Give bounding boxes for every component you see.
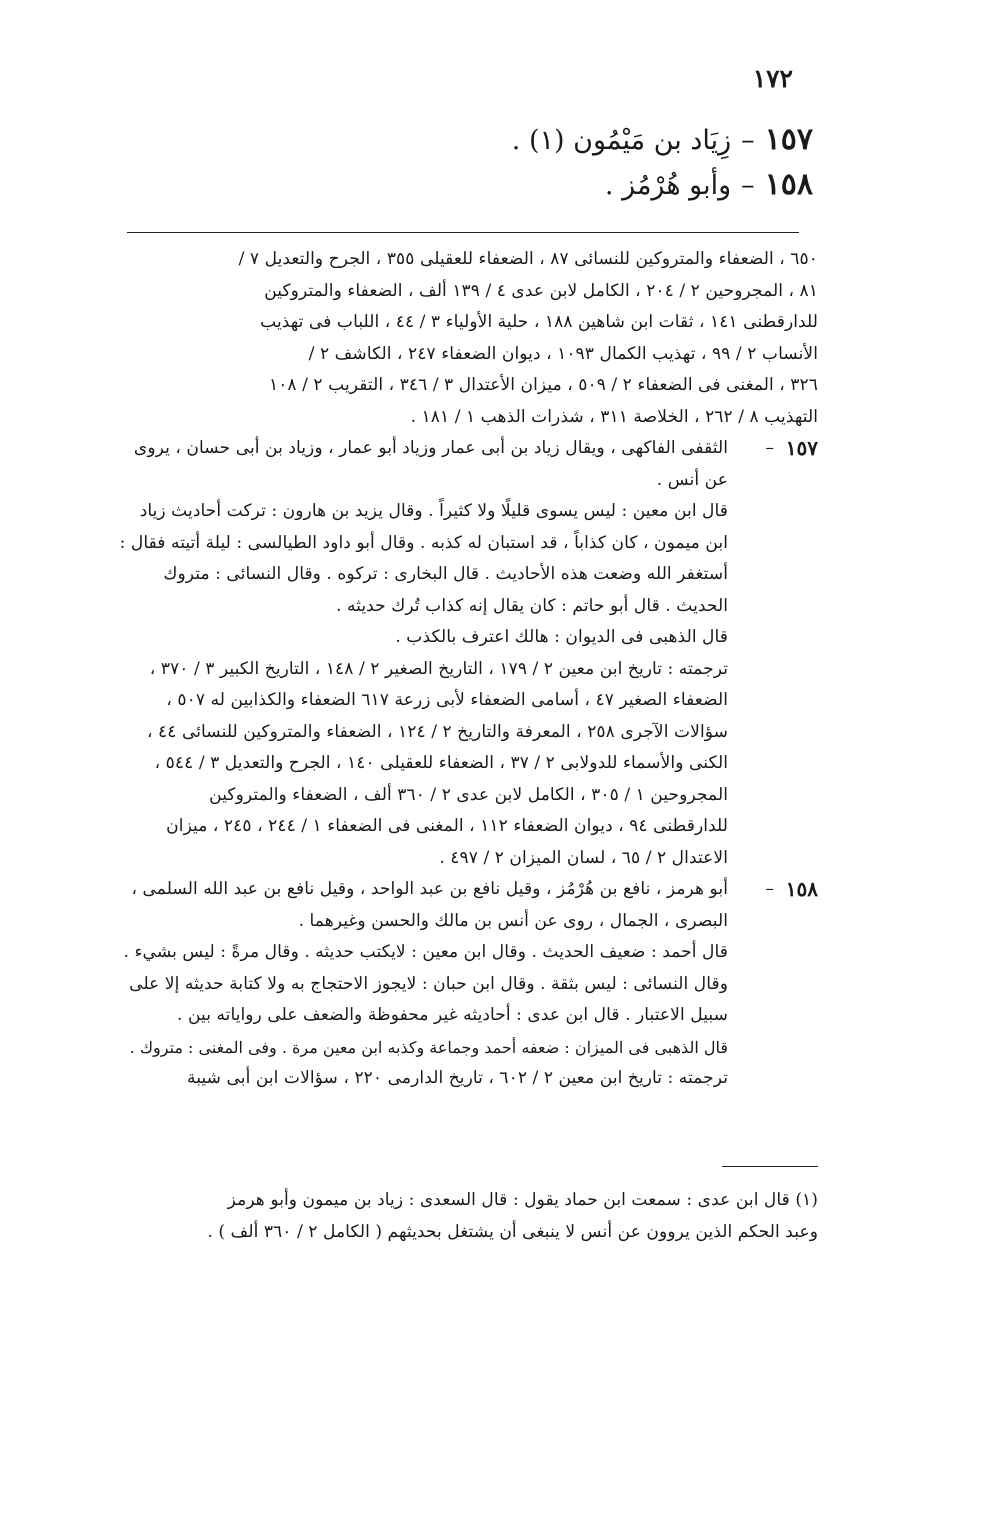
page-number: ١٧٢ (752, 64, 793, 93)
note-line: عن أنس . (656, 469, 728, 490)
note-dash: – (765, 438, 774, 458)
note-line: المجروحين ١ / ٣٠٥ ، الكامل لابن عدى ٢ / ٣٦٠ ألف ، الضعفاء والمتروكين (209, 784, 728, 805)
note-dash: – (765, 879, 774, 899)
entry-name: زِيَاد بن مَيْمُون (١) . (511, 125, 732, 156)
note-line: الأنساب ٢ / ٩٩ ، تهذيب الكمال ١٠٩٣ ، ديوان الضعفاء ٢٤٧ ، الكاشف ٢ / (308, 343, 818, 364)
note-line: قال أحمد : ضعيف الحديث . وقال ابن معين : لايكتب حديثه . وقال مرةً : ليس بشيء . (123, 942, 728, 962)
note-158 (118, 874, 818, 1095)
notes-body (118, 244, 818, 1095)
note-line: الثقفى الفاكهى ، ويقال زياد بن أبى عمار وزياد أبو عمار ، وزياد بن أبى حسان ، يروى (133, 438, 728, 458)
entry-dash: – (741, 125, 755, 156)
entry-name: وأبو هُرْمُز . (604, 170, 732, 201)
footnote-divider (722, 1166, 818, 1167)
note-line: التهذيب ٨ / ٢٦٢ ، الخلاصة ٣١١ ، شذرات الذهب ١ / ١٨١ . (410, 406, 818, 427)
entry-number: ١٥٧ (764, 122, 813, 157)
note-line: الضعفاء الصغير ٤٧ ، أسامى الضعفاء لأبى زرعة ٦١٧ الضعفاء والكذابين له ٥٠٧ ، (166, 690, 728, 710)
note-line: ٨١ ، المجروحين ٢ / ٢٠٤ ، الكامل لابن عدى ٤ / ١٣٩ ألف ، الضعفاء والمتروكين (264, 280, 818, 301)
note-line: أستغفر الله وضعت هذه الأحاديث . قال البخارى : تركوه . وقال النسائى : متروك (163, 564, 728, 584)
notes-continued (118, 244, 818, 433)
note-line: ابن ميمون ، كان كذاباً ، قد استبان له كذبه . وقال أبو داود الطيالسى : ليلة أتيته فقال : (119, 532, 728, 553)
footnote-line: وعبد الحكم الذين يروون عن أنس لا ينبغى أن يشتغل بحديثهم ( الكامل ٢ / ٣٦٠ ألف ) . (207, 1221, 818, 1242)
entry-157 (512, 118, 813, 163)
note-line: سؤالات الآجرى ٢٥٨ ، المعرفة والتاريخ ٢ / ١٢٤ ، الضعفاء والمتروكين للنسائى ٤٤ ، (147, 721, 728, 742)
footnote-line: (١) قال ابن عدى : سمعت ابن حماد يقول : قال السعدى : زياد بن ميمون وأبو هرمز (227, 1190, 818, 1210)
note-line: ترجمته : تاريخ ابن معين ٢ / ٦٠٢ ، تاريخ الدارمى ٢٢٠ ، سؤالات ابن أبى شيبة (187, 1068, 728, 1088)
footnote (118, 1184, 818, 1247)
note-number: ١٥٧ (785, 436, 818, 460)
note-157 (118, 433, 818, 874)
note-line: الكنى والأسماء للدولابى ٢ / ٣٧ ، الضعفاء للعقيلى ١٤٠ ، الجرح والتعديل ٣ / ٥٤٤ ، (154, 753, 728, 773)
note-line: البصرى ، الجمال ، روى عن أنس بن مالك والحسن وغيرهما . (298, 910, 728, 931)
entry-number: ١٥٨ (764, 167, 813, 202)
note-line: قال ابن معين : ليس يسوى قليلًا ولا كثيراً . وقال يزيد بن هارون : تركت أحاديث زياد (139, 501, 728, 521)
note-line: ٦٥٠ ، الضعفاء والمتروكين للنسائى ٨٧ ، الضعفاء للعقيلى ٣٥٥ ، الجرح والتعديل ٧ / (238, 249, 818, 269)
note-line: الحديث . قال أبو حاتم : كان يقال إنه كذاب تُرك حديثه . (336, 595, 728, 616)
note-line: قال الذهبى فى الديوان : هالك اعترف بالكذب . (395, 627, 728, 647)
entry-158 (512, 163, 813, 208)
entry-headings (512, 118, 813, 208)
note-line: قال الذهبى فى الميزان : ضعفه أحمد وجماعة وكذبه ابن معين مرة . وفى المغنى : متروك . (129, 1037, 728, 1057)
entry-dash: – (741, 170, 755, 201)
note-line: ترجمته : تاريخ ابن معين ٢ / ١٧٩ ، التاريخ الصغير ٢ / ١٤٨ ، التاريخ الكبير ٣ / ٣٧٠ ، (149, 658, 728, 679)
note-line: وقال النسائى : ليس بثقة . وقال ابن حبان : لايجوز الاحتجاج به ولا كتابة حديثه إلا على (129, 973, 728, 994)
note-number: ١٥٨ (785, 877, 818, 901)
note-line: ٣٢٦ ، المغنى فى الضعفاء ٢ / ٥٠٩ ، ميزان الأعتدال ٣ / ٣٤٦ ، التقريب ٢ / ١٠٨ (268, 375, 818, 395)
note-line: أبو هرمز ، نافع بن هُرْمُز ، وقيل نافع بن عبد الواحد ، وقيل نافع بن عبد الله السلمى ، (131, 879, 728, 899)
note-line: سبيل الاعتبار . قال ابن عدى : أحاديثه غير محفوظة والضعف على رواياته بين . (177, 1005, 728, 1025)
section-divider (127, 232, 799, 233)
note-line: للدارقطنى ٩٤ ، ديوان الضعفاء ١١٢ ، المغنى فى الضعفاء ١ / ٢٤٤ ، ٢٤٥ ، ميزان (166, 816, 728, 836)
note-line: للدارقطنى ١٤١ ، ثقات ابن شاهين ١٨٨ ، حلية الأولياء ٣ / ٤٤ ، اللباب فى تهذيب (260, 312, 818, 332)
note-line: الاعتدال ٢ / ٦٥ ، لسان الميزان ٢ / ٤٩٧ . (439, 847, 728, 868)
